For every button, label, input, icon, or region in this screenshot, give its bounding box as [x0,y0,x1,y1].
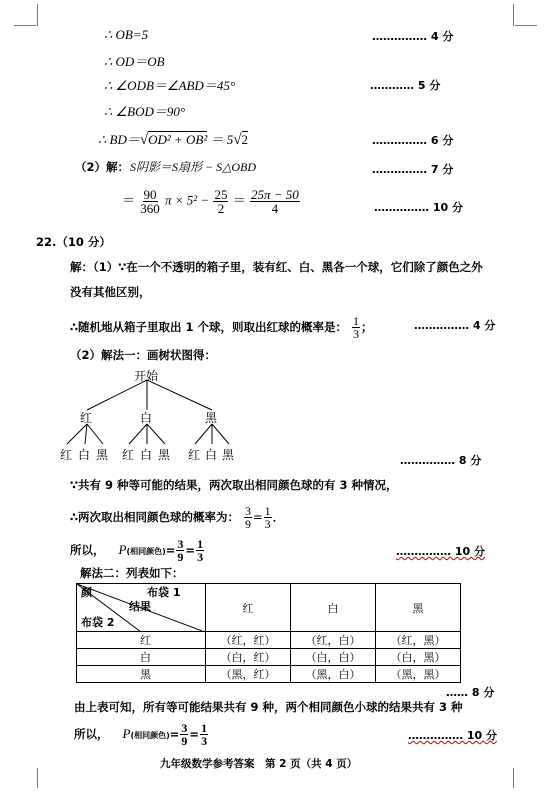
q22-para6: ∴两次取出相同颜色球的概率为： $\frac{3}{9}$ = $\frac{1}{3}$ ． [70,504,285,531]
bd-lhs: ∴ BD＝ [98,132,140,147]
row-label-red: 红 [77,632,206,649]
score-4b: …………… 4 分 [414,319,496,332]
crop-mark-bottom-left-v [37,768,38,788]
score-10a: …………… 10 分 [374,201,463,214]
score-6: …………… 6 分 [372,134,454,147]
line-ob: ∴ OB=5 [104,27,149,42]
frac-1-3-b: $\frac{1}{3}$ [264,504,271,531]
tree-root: 开始 [134,369,159,383]
area-expression: S阴影＝S扇形 − S△OBD [130,160,256,174]
row-label-black: 黑 [77,666,206,683]
tree-leaf-red-white: 白 [78,448,91,462]
tree-l1-red: 红 [80,411,93,425]
q22-para10: 由上表可知，所有等可能结果共有 9 种，两个相同颜色小球的结果共有 3 种 [74,700,463,714]
crop-mark-bottom-right-v [513,768,514,788]
tree-leaf-black-black: 黑 [222,448,235,462]
score-8a: …………… 8 分 [400,454,482,467]
score-10c: …………… 10 分 [408,729,497,742]
table-cell: （红，黑） [376,632,461,649]
tree-l1-black: 黑 [205,411,218,425]
q22-para7: 所以， P(相同颜色)= $\frac{3}{9}$ = $\frac{1}{3}$ [70,537,204,564]
table-cell: （红，红） [206,632,291,649]
frac-25-2: $\frac{25}{2}$ [214,187,228,216]
tree-leaf-white-white: 白 [140,448,153,462]
part2-label: （2）解： [75,160,130,174]
table-cell: （黑，黑） [376,666,461,683]
area-calculation: ＝ $\frac{90}{360}$ π × 5² − $\frac{25}{2}$ ＝ $\frac{25\pi - 50}{4}$ [122,187,299,216]
table-cell: （白，红） [206,649,291,666]
result-table [76,583,461,683]
tree-leaf-white-black: 黑 [158,448,171,462]
tree-leaf-red-black: 黑 [96,448,109,462]
table-cell: （白，黑） [376,649,461,666]
frac-result: $\frac{25\pi - 50}{4}$ [251,187,299,216]
crop-mark-top-left-h [14,25,36,26]
page-footer: 九年级数学参考答案 第 2 页（共 4 页） [160,758,358,770]
table-cell: （白，白） [291,649,376,666]
line-angle-bod: ∴ ∠BOD＝90° [104,104,186,119]
frac-p-3-9: $\frac{3}{9}$ [177,537,184,564]
frac-q-1-3: $\frac{1}{3}$ [201,721,208,748]
bd-radicand: OD² + OB² [148,132,208,147]
table-cell: （红，白） [291,632,376,649]
score-8b: …… 8 分 [446,686,495,699]
q22-para1a: 解：（1）∵在一个不透明的箱子里，装有红、白、黑各一个球，它们除了颜色之外 [70,260,483,274]
table-cell: （黑，红） [206,666,291,683]
col-header-red: 红 [206,584,291,632]
bd-rhs: ＝ 5 [210,132,234,147]
q22-para2: ∴随机地从箱子里取出 1 个球，则取出红球的概率是： $\frac{1}{3}$ ； [70,314,373,341]
crop-mark-top-right-h [515,25,537,26]
crop-mark-top-left-v [37,4,38,26]
crop-mark-top-right-v [513,4,514,26]
tree-leaf-black-red: 红 [188,448,201,462]
line-od-ob: ∴ OD＝OB [104,54,165,69]
frac-1-3: $\frac{1}{3}$ [353,314,360,341]
q22-method1: （2）解法一：画树状图得： [70,348,217,362]
q22-title: 22.（10 分） [36,235,111,249]
score-10b: …………… 10 分 [396,545,485,558]
frac-q-3-9: $\frac{3}{9}$ [181,721,188,748]
q22-para5: ∵共有 9 种等可能的结果，两次取出相同颜色球的有 3 种情况， [70,478,398,492]
tree-leaf-black-white: 白 [205,448,218,462]
tree-leaf-red-red: 红 [60,448,73,462]
score-5: ………… 5 分 [370,79,441,92]
col-header-black: 黑 [376,584,461,632]
line-angle-odb: ∴ ∠ODB＝∠ABD＝45° [104,78,236,93]
frac-3-9: $\frac{3}{9}$ [245,504,252,531]
line-bd: ∴ BD＝√OD² + OB² ＝ 5√2 [98,132,249,148]
frac-p-1-3: $\frac{1}{3}$ [197,537,204,564]
q22-method2: 解法二：列表如下： [80,566,184,580]
table-corner-header: 颜 布袋 1 结果 布袋 2 [77,584,206,632]
row-label-white: 白 [77,649,206,666]
tree-l1-white: 白 [140,411,153,425]
col-header-white: 白 [291,584,376,632]
q22-para1b: 没有其他区别， [70,285,151,299]
score-7: …………… 7 分 [372,163,454,176]
tree-leaf-white-red: 红 [122,448,135,462]
score-4a: …………… 4 分 [372,30,454,43]
frac-90-360: $\frac{90}{360}$ [140,187,160,216]
bd-radicand-2: 2 [241,132,249,147]
q22-para11: 所以， P(相同颜色)= $\frac{3}{9}$ = $\frac{1}{3}$ [74,721,208,748]
table-cell: （黑，白） [291,666,376,683]
